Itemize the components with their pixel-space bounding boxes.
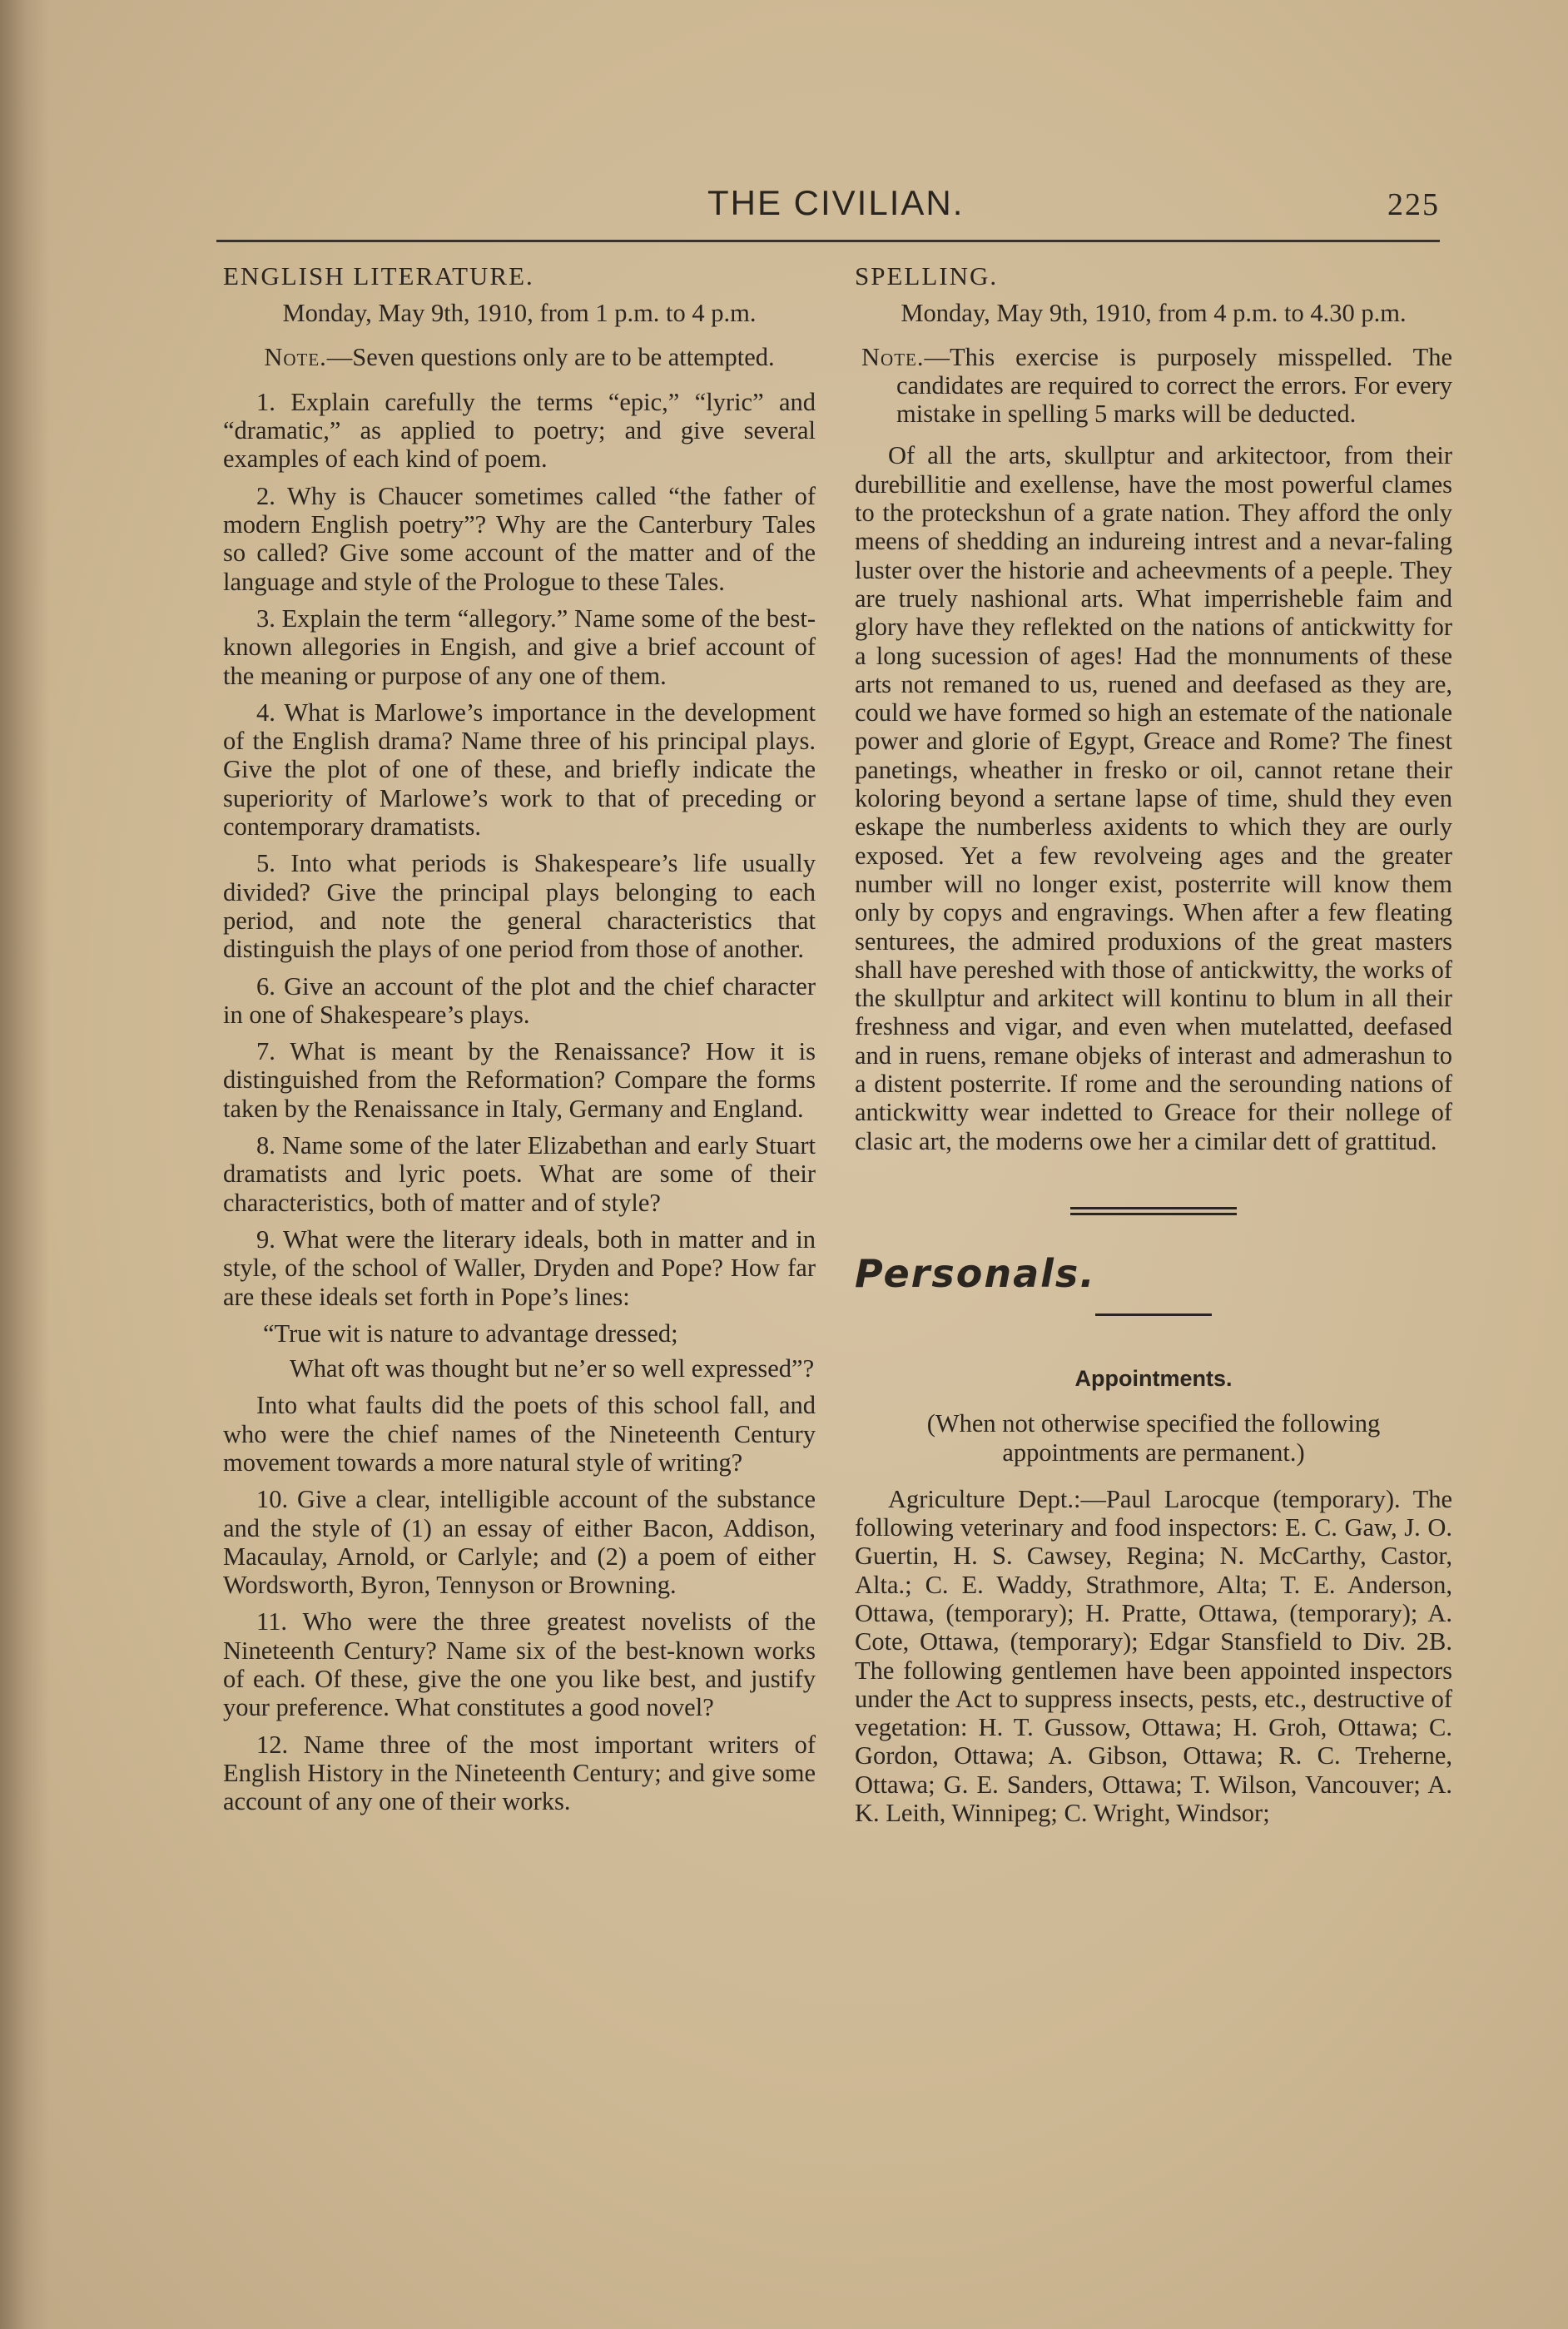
appointments-note: (When not otherwise specified the following appointments are permanent.) xyxy=(926,1409,1381,1467)
spelling-note xyxy=(855,343,1452,429)
english-note-text: —Seven questions only are to be attempted. xyxy=(326,342,775,371)
question-8: 8. Name some of the later Elizabethan and early Stuart dramatists and lyric poets. What are some of their characteristics, both of matter and of style? xyxy=(223,1131,816,1217)
personals-rule xyxy=(1095,1313,1212,1316)
personals-title: Personals. xyxy=(855,1250,1096,1296)
spelling-exam-date: Monday, May 9th, 1910, from 4 p.m. to 4.30 p.m. xyxy=(901,299,1407,328)
question-10: 10. Give a clear, intelligible account of the substance and the style of (1) an essay of either Bacon, Addison, Macaulay, Arnold, or Carlyle; and (2) a poem of either Wordsworth, Byron, Tennyson or Browning. xyxy=(223,1485,816,1600)
question-9: 9. What were the literary ideals, both in matter and in style, of the school of Waller, Dryden and Pope? How far are these ideals set forth in Pope’s lines: xyxy=(223,1224,816,1311)
page-header xyxy=(216,176,1440,235)
spelling-note-text: —This exercise is purposely misspelled. The candidates are required to correct the errors. For every mistake in spelling 5 marks will be deducted. xyxy=(896,342,1452,429)
english-literature-column xyxy=(223,262,816,1825)
pope-quote-line-1: “True wit is nature to advantage dressed; xyxy=(263,1318,678,1348)
english-literature-heading: ENGLISH LITERATURE. xyxy=(223,261,534,291)
page-number: 225 xyxy=(1387,187,1440,222)
spelling-column xyxy=(855,262,1452,1835)
agriculture-appointments: Agriculture Dept.:—Paul Larocque (temporary). The following veterinary and food inspectors: E. C. Gaw, J. O. Guertin, H. S. Cawsey, Regina; N. McCarthy, Castor, Alta.; C. E. Waddy, Strathmore, Alta; T. E. Anderson, Ottawa, (temporary); H. Pratte, Ottawa, (temporary); A. Cote, Ottawa, (temporary); Edgar Stansfield to Div. 2B. The following gentlemen have been appointed inspectors under the Act to suppress insects, pests, etc., destructive of vegetation: H. T. Gussow, Ottawa; H. Groh, Ottawa; C. Gordon, Ottawa; A. Gibson, Ottawa; R. C. Treherne, Ottawa; G. E. Sanders, Ottawa; T. Wilson, Vancouver; A. K. Leith, Winnipeg; C. Wright, Windsor; xyxy=(855,1484,1452,1828)
question-1: 1. Explain carefully the terms “epic,” “lyric” and “dramatic,” as applied to poetry; and give several examples of each kind of poem. xyxy=(223,387,816,474)
question-3: 3. Explain the term “allegory.” Name some of the best-known allegories in Engish, and give a brief account of the meaning or purpose of any one of them. xyxy=(223,603,816,690)
question-7: 7. What is meant by the Renaissance? How it is distinguished from the Reformation? Compare the forms taken by the Renaissance in Italy, Germany and England. xyxy=(223,1037,816,1123)
question-4: 4. What is Marlowe’s importance in the development of the English drama? Name three of his principal plays. Give the plot of one of these, and briefly indicate the superiority of Marlowe’s work to that of preceding or contemporary dramatists. xyxy=(223,698,816,842)
pope-quote-line-2: What oft was thought but ne’er so well expressed”? xyxy=(290,1354,815,1383)
spelling-passage: Of all the arts, skullptur and arkitectoor, from their durebillitie and exellense, have the most powerful clames to the proteckshun of a grate nation. They afford the only meens of shedding an indureing intrest and a nevar-faling luster over the historie and acheevments of a peeple. They are truely nashional arts. What imperrisheble faim and glory have they reflekted on the nations of antickwitty for a long sucession of ages! Had the monnuments of these arts not remaned to us, ruened and deefased as they are, could we have formed so high an estemate of the nationale power and glorie of Egypt, Greace and Rome? The finest panetings, wheather in fresko or oil, cannot retane their koloring beyond a sertane lapse of time, shuld they even eskape the numberless axidents to which they are ourly exposed. Yet a few revolveing ages and the greater number will no longer exist, posterrite will know them only by copys and engravings. When after a few fleating senturees, the admired produxions of the great masters shall have pereshed with those of antickwitty, the works of the skullptur and arkitect will kontinu to blum in all their freshness and vigar, and even when mutelatted, deefased and in ruens, remane objeks of interast and admerashun to a distent posterrite. If rome and the serounding nations of antickwitty wear indetted to Greace for their nollege of clasic art, the moderns owe her a cimilar dett of grattitud. xyxy=(855,441,1452,1155)
appointments-heading: Appointments. xyxy=(1074,1365,1233,1391)
english-note-label: Note. xyxy=(264,342,327,371)
english-exam-date: Monday, May 9th, 1910, from 1 p.m. to 4 p.m. xyxy=(282,299,757,328)
question-11: 11. Who were the three greatest novelists of the Nineteenth Century? Name six of the best-known works of each. Of these, give the one you like best, and justify your preference. What constitutes a good novel? xyxy=(223,1607,816,1722)
question-9-continued: Into what faults did the poets of this school fall, and who were the chief names of the Nineteenth Century movement towards a more natural style of writing? xyxy=(223,1391,816,1477)
binding-edge xyxy=(0,0,50,2329)
publication-title: THE CIVILIAN. xyxy=(707,183,965,222)
spelling-heading: SPELLING. xyxy=(855,261,999,291)
question-6: 6. Give an account of the plot and the chief character in one of Shakespeare’s plays. xyxy=(223,971,816,1029)
header-rule xyxy=(216,240,1440,242)
question-2: 2. Why is Chaucer sometimes called “the father of modern English poetry”? Why are the Canterbury Tales so called? Give some account of the matter and of the language and style of the Prologue to these Tales. xyxy=(223,481,816,596)
english-note xyxy=(223,343,816,371)
section-divider xyxy=(1070,1207,1237,1215)
spelling-note-label: Note. xyxy=(861,342,925,371)
question-5: 5. Into what periods is Shakespeare’s life usually divided? Give the principal plays belonging to each period, and note the general characteristics that distinguish the plays of one period from those of another. xyxy=(223,849,816,964)
question-12: 12. Name three of the most important writers of English History in the Nineteenth Century; and give some account of any one of their works. xyxy=(223,1730,816,1816)
